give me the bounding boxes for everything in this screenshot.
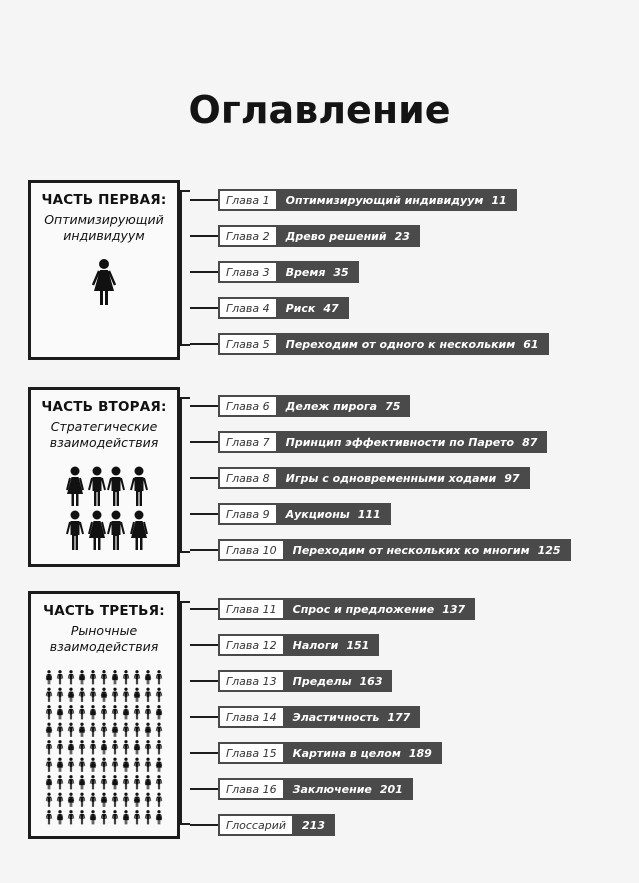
part-one-label: ЧАСТЬ ПЕРВАЯ: bbox=[41, 192, 167, 208]
chapter-title: Переходим от одного к нескольким bbox=[285, 337, 516, 351]
part-two-label: ЧАСТЬ ВТОРАЯ: bbox=[41, 399, 167, 415]
chapter-page: 47 bbox=[323, 301, 339, 315]
chapter-number: Глава 16 bbox=[220, 780, 283, 798]
chapter-row[interactable] bbox=[218, 189, 517, 211]
chapter-page: 87 bbox=[522, 435, 538, 449]
chapter-title: Игры с одновременными ходами bbox=[285, 471, 497, 485]
chapter-number: Глава 2 bbox=[220, 227, 276, 245]
chapter-page: 177 bbox=[387, 710, 411, 724]
chapter-title: Заключение bbox=[292, 782, 372, 796]
chapter-number: Глава 12 bbox=[220, 636, 283, 654]
chapter-number: Глава 9 bbox=[220, 505, 276, 523]
chapter-row[interactable] bbox=[218, 467, 530, 489]
chapter-page: 189 bbox=[408, 746, 432, 760]
chapter-page: 213 bbox=[302, 818, 325, 832]
small-group-icon bbox=[31, 466, 177, 556]
chapter-row[interactable] bbox=[218, 539, 571, 561]
chapter-row[interactable] bbox=[218, 706, 420, 728]
chapter-page: 97 bbox=[504, 471, 520, 485]
chapter-title: Риск bbox=[285, 301, 316, 315]
part-one-subtitle: Оптимизирующий индивидуум bbox=[44, 212, 164, 243]
chapter-number: Глава 13 bbox=[220, 672, 283, 690]
chapter-row[interactable] bbox=[218, 225, 420, 247]
part-three-subtitle: Рыночные взаимодействия bbox=[49, 623, 159, 654]
chapter-page: 23 bbox=[394, 229, 410, 243]
chapter-number: Глава 10 bbox=[220, 541, 283, 559]
chapter-row[interactable] bbox=[218, 503, 391, 525]
chapter-page: 11 bbox=[491, 193, 507, 207]
crowd-icon bbox=[31, 670, 177, 830]
chapter-title: Аукционы bbox=[285, 507, 350, 521]
part-three-box bbox=[28, 591, 180, 839]
part-one-box bbox=[28, 180, 180, 360]
chapter-page: 137 bbox=[442, 602, 466, 616]
chapter-number: Глава 14 bbox=[220, 708, 283, 726]
chapter-number: Глава 15 bbox=[220, 744, 283, 762]
chapter-title: Пределы bbox=[292, 674, 352, 688]
chapter-row[interactable] bbox=[218, 333, 549, 355]
chapter-number: Глава 4 bbox=[220, 299, 276, 317]
chapter-number: Глава 7 bbox=[220, 433, 276, 451]
chapter-title: Древо решений bbox=[285, 229, 387, 243]
chapter-title: Оптимизирующий индивидуум bbox=[285, 193, 484, 207]
part-two-subtitle: Стратегические взаимодействия bbox=[49, 419, 159, 450]
chapter-number: Глава 5 bbox=[220, 335, 276, 353]
chapter-row[interactable] bbox=[218, 598, 475, 620]
chapter-row[interactable] bbox=[218, 634, 379, 656]
chapter-row[interactable] bbox=[218, 261, 359, 283]
chapter-title: Переходим от нескольких ко многим bbox=[292, 543, 530, 557]
part-two-box bbox=[28, 387, 180, 567]
chapter-title: Дележ пирога bbox=[285, 399, 378, 413]
chapter-row[interactable] bbox=[218, 431, 547, 453]
single-person-icon bbox=[31, 259, 177, 309]
page-title: Оглавление bbox=[188, 88, 451, 132]
chapter-row[interactable] bbox=[218, 670, 392, 692]
chapter-page: 125 bbox=[537, 543, 561, 557]
chapter-row[interactable] bbox=[218, 778, 413, 800]
chapter-title: Время bbox=[285, 265, 326, 279]
glossary-row[interactable] bbox=[218, 814, 335, 836]
chapter-row[interactable] bbox=[218, 742, 442, 764]
chapter-title: Налоги bbox=[292, 638, 339, 652]
chapter-number: Глава 3 bbox=[220, 263, 276, 281]
chapter-page: 111 bbox=[357, 507, 381, 521]
chapter-title: Картина в целом bbox=[292, 746, 401, 760]
chapter-row[interactable] bbox=[218, 297, 349, 319]
chapter-page: 163 bbox=[359, 674, 383, 688]
chapter-title: Спрос и предложение bbox=[292, 602, 435, 616]
chapter-page: 201 bbox=[379, 782, 403, 796]
chapter-page: 151 bbox=[346, 638, 370, 652]
glossary-label: Глоссарий bbox=[220, 816, 292, 834]
chapter-number: Глава 11 bbox=[220, 600, 283, 618]
chapter-row[interactable] bbox=[218, 395, 410, 417]
chapter-page: 75 bbox=[385, 399, 401, 413]
chapter-number: Глава 1 bbox=[220, 191, 276, 209]
chapter-title: Принцип эффективности по Парето bbox=[285, 435, 515, 449]
chapter-number: Глава 8 bbox=[220, 469, 276, 487]
chapter-title: Эластичность bbox=[292, 710, 380, 724]
part-three-label: ЧАСТЬ ТРЕТЬЯ: bbox=[43, 603, 165, 619]
chapter-page: 35 bbox=[333, 265, 349, 279]
chapter-number: Глава 6 bbox=[220, 397, 276, 415]
chapter-page: 61 bbox=[523, 337, 539, 351]
